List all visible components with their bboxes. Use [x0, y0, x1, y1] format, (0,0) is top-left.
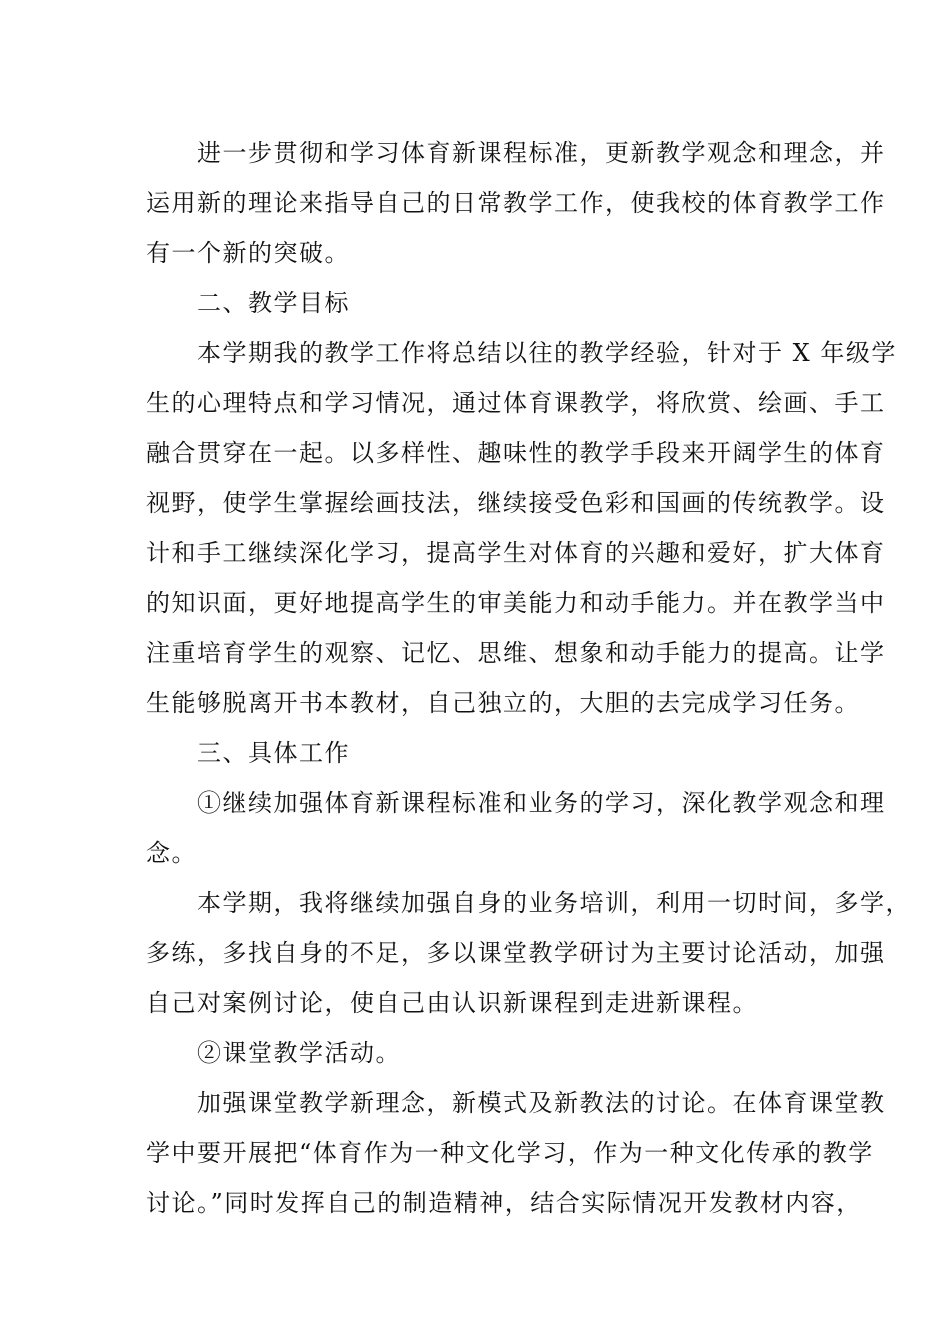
text-line: 学中要开展把“体育作为一种文化学习，作为一种文化传承的教学	[146, 1139, 874, 1167]
text-line: 注重培育学生的观察、记忆、思维、想象和动手能力的提高。让学	[146, 639, 886, 667]
text-line: 有一个新的突破。	[146, 239, 350, 267]
text-line: 多练，多找自身的不足，多以课堂教学研讨为主要讨论活动，加强	[146, 939, 886, 967]
text-line: 计和手工继续深化学习，提高学生对体育的兴趣和爱好，扩大体育	[146, 539, 886, 567]
text-line: ①继续加强体育新课程标准和业务的学习，深化教学观念和理	[146, 789, 886, 817]
text-line: 加强课堂教学新理念，新模式及新教法的讨论。在体育课堂教	[146, 1089, 886, 1117]
section-heading: 三、具体工作	[146, 739, 350, 767]
text-line: 讨论。”同时发挥自己的制造精神，结合实际情况开发教材内容，	[146, 1189, 862, 1217]
text-line: 自己对案例讨论，使自己由认识新课程到走进新课程。	[146, 989, 758, 1017]
text-line: 的知识面，更好地提高学生的审美能力和动手能力。并在教学当中	[146, 589, 886, 617]
text-line: 本学期，我将继续加强自身的业务培训，利用一切时间，多学，	[146, 889, 911, 917]
section-heading: 二、教学目标	[146, 289, 350, 317]
text-line: 运用新的理论来指导自己的日常教学工作，使我校的体育教学工作	[146, 189, 886, 217]
text-line: 念。	[146, 839, 197, 867]
text-line: ②课堂教学活动。	[146, 1039, 401, 1067]
text-line: 本学期我的教学工作将总结以往的教学经验，针对于 X 年级学	[146, 339, 897, 367]
text-line: 视野，使学生掌握绘画技法，继续接受色彩和国画的传统教学。设	[146, 489, 886, 517]
text-line: 进一步贯彻和学习体育新课程标准，更新教学观念和理念，并	[146, 139, 886, 167]
text-line: 生的心理特点和学习情况，通过体育课教学，将欣赏、绘画、手工	[146, 389, 886, 417]
text-line: 融合贯穿在一起。以多样性、趣味性的教学手段来开阔学生的体育	[146, 439, 886, 467]
text-line: 生能够脱离开书本教材，自己独立的，大胆的去完成学习任务。	[146, 689, 860, 717]
